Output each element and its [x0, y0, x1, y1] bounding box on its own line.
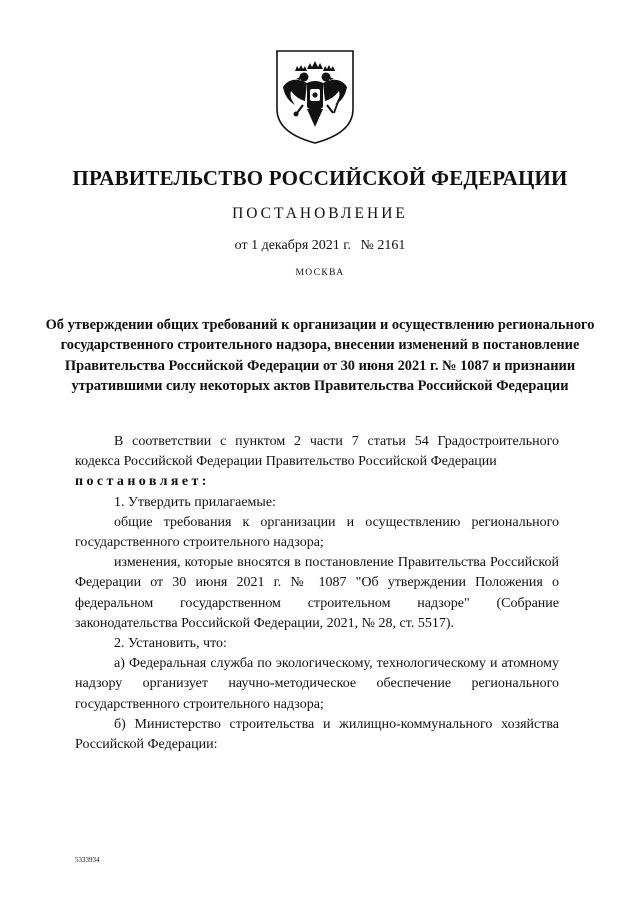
decree-title: Об утверждении общих требований к организации и осуществлению регионального государственного строительного надзора, внесении изменений в постановление Правительства Российской Федерации от 30 июня 2021 г. № 1087 и признании утратившими силу некоторых актов Правительства Российской Федерации — [45, 317, 595, 395]
date-line — [0, 238, 640, 254]
document-code: 5333934 — [75, 856, 100, 864]
decree-number: № 2161 — [360, 238, 406, 253]
item-2b: б) Министерство строительства и жилищно-коммунального хозяйства Российской Федерации: — [75, 716, 559, 753]
item-2: 2. Установить, что: — [114, 636, 227, 652]
document-type: ПОСТАНОВЛЕНИЕ — [232, 205, 408, 222]
item-2a: а) Федеральная служба по экологическому, технологическому и атомному надзору организует научно-методическое обеспечение регионального государственного строительного надзора; — [75, 656, 559, 712]
item-1a: общие требования к организации и осуществлению регионального государственного строительного надзора; — [75, 514, 559, 551]
intro-paragraph: В соответствии с пунктом 2 части 7 статьи 54 Градостроительного кодекса Российской Федерации Правительство Российской Федерации — [75, 434, 559, 470]
decree-body — [75, 432, 559, 755]
coat-of-arms-emblem — [273, 47, 357, 147]
city: МОСКВА — [295, 268, 345, 278]
item-1: 1. Утвердить прилагаемые: — [114, 494, 276, 510]
decrees-word: постановляет: — [75, 474, 210, 490]
item-1b: изменения, которые вносятся в постановление Правительства Российской Федерации от 30 июня 2021 г. № 1087 "Об утверждении Положения о федеральном государственном строительном надзоре" (Собрание законодательства Российской Федерации, 2021, № 28, ст. 5517). — [75, 555, 559, 631]
government-name: ПРАВИТЕЛЬСТВО РОССИЙСКОЙ ФЕДЕРАЦИИ — [72, 166, 568, 190]
decree-date: от 1 декабря 2021 г. — [234, 238, 351, 253]
